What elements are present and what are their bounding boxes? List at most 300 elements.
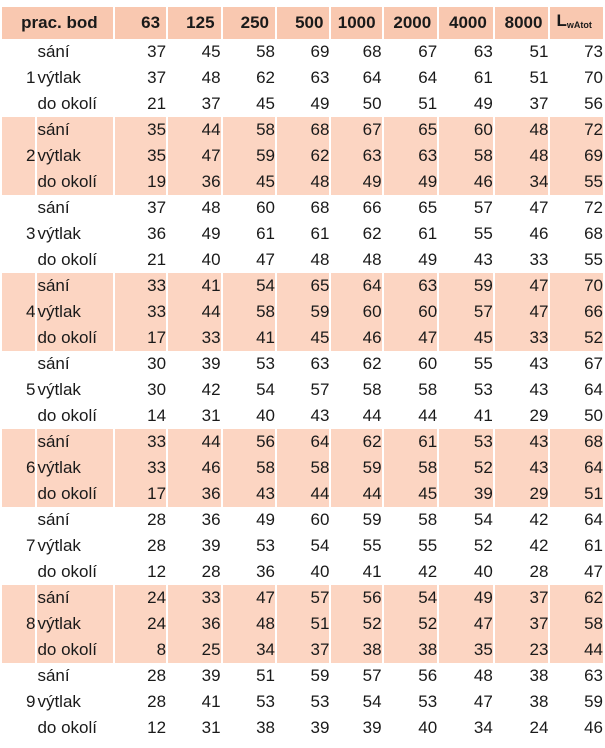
value-cell: 37: [147, 68, 167, 87]
row-label: sání: [37, 117, 112, 143]
point-number: [2, 585, 35, 611]
value-cell: 43: [473, 250, 493, 269]
value-cell: 33: [168, 325, 220, 351]
value-cell: 38: [256, 718, 275, 737]
table-row: [2, 39, 603, 65]
value-cell: 60: [256, 198, 275, 217]
value-cell: 36: [201, 510, 221, 529]
value-cell: 49: [201, 224, 221, 243]
value-cell: 49: [331, 169, 381, 195]
value-cell: 41: [473, 406, 493, 425]
row-label: výtlak: [37, 224, 81, 243]
table-row: [2, 247, 603, 273]
value-cell: 64: [362, 68, 382, 87]
row-label: sání: [37, 585, 112, 611]
header-band: 4000: [439, 7, 493, 39]
row-label: do okolí: [37, 94, 97, 113]
value-cell: 62: [362, 354, 382, 373]
value-cell: 62: [256, 68, 275, 87]
value-cell: 54: [310, 536, 330, 555]
value-cell: 58: [362, 380, 382, 399]
value-cell: 61: [473, 68, 493, 87]
value-cell: 14: [147, 406, 167, 425]
header-total: [550, 7, 603, 39]
value-cell: 28: [201, 562, 221, 581]
value-cell: 42: [201, 380, 221, 399]
value-cell: 47: [473, 692, 493, 711]
value-cell: 35: [439, 637, 493, 663]
value-cell: 40: [473, 562, 493, 581]
table-row: [2, 403, 603, 429]
row-label: sání: [37, 198, 70, 217]
value-cell: 23: [495, 637, 549, 663]
value-cell: 47: [495, 273, 549, 299]
row-label: výtlak: [37, 299, 112, 325]
row-label: výtlak: [37, 536, 81, 555]
value-cell: 19: [115, 169, 166, 195]
value-cell: 42: [529, 536, 549, 555]
point-number: [2, 247, 35, 273]
value-cell: 43: [529, 380, 549, 399]
value-cell: 34: [473, 718, 493, 737]
table-row: [2, 65, 603, 91]
value-cell: 28: [529, 562, 549, 581]
value-cell: 39: [201, 666, 221, 685]
header-band: 125: [168, 7, 220, 39]
value-cell: 57: [473, 198, 493, 217]
value-cell: 38: [384, 637, 438, 663]
row-label: do okolí: [37, 718, 97, 737]
value-cell: 43: [495, 429, 549, 455]
value-cell: 64: [277, 429, 329, 455]
value-cell: 63: [310, 68, 330, 87]
value-cell: 64: [331, 273, 381, 299]
value-cell: 31: [201, 718, 221, 737]
value-cell: 21: [147, 94, 167, 113]
total-cell: 47: [584, 562, 603, 581]
value-cell: 69: [310, 42, 330, 61]
value-cell: 51: [256, 666, 275, 685]
total-cell: 72: [550, 117, 603, 143]
value-cell: 45: [223, 169, 275, 195]
value-cell: 67: [331, 117, 381, 143]
value-cell: 45: [256, 94, 275, 113]
value-cell: 50: [362, 94, 382, 113]
value-cell: 42: [529, 510, 549, 529]
total-cell: 68: [584, 224, 603, 243]
value-cell: 63: [384, 273, 438, 299]
row-label: sání: [37, 354, 70, 373]
value-cell: 68: [362, 42, 382, 61]
value-cell: 54: [473, 510, 493, 529]
value-cell: 49: [439, 585, 493, 611]
row-label: do okolí: [37, 169, 112, 195]
value-cell: 29: [529, 406, 549, 425]
value-cell: 45: [201, 42, 221, 61]
point-number: [2, 117, 35, 143]
row-label: výtlak: [37, 380, 81, 399]
value-cell: 51: [529, 68, 549, 87]
value-cell: 55: [362, 536, 382, 555]
value-cell: 12: [147, 718, 167, 737]
value-cell: 48: [277, 169, 329, 195]
value-cell: 58: [256, 42, 275, 61]
point-number: [2, 663, 35, 689]
value-cell: 33: [115, 299, 166, 325]
value-cell: 33: [168, 585, 220, 611]
value-cell: 56: [223, 429, 275, 455]
value-cell: 39: [201, 536, 221, 555]
value-cell: 39: [439, 481, 493, 507]
table-row: [2, 91, 603, 117]
value-cell: 17: [115, 481, 166, 507]
value-cell: 57: [439, 299, 493, 325]
value-cell: 37: [529, 94, 549, 113]
value-cell: 54: [384, 585, 438, 611]
value-cell: 21: [147, 250, 167, 269]
value-cell: 46: [439, 169, 493, 195]
total-cell: 72: [584, 198, 603, 217]
row-label: výtlak: [37, 143, 112, 169]
point-number: 2: [2, 143, 35, 169]
table-row: [2, 325, 603, 351]
value-cell: 65: [418, 198, 438, 217]
total-cell: 69: [550, 143, 603, 169]
value-cell: 37: [147, 42, 167, 61]
value-cell: 34: [223, 637, 275, 663]
value-cell: 53: [439, 429, 493, 455]
row-label: do okolí: [37, 481, 112, 507]
point-number: [2, 507, 35, 533]
value-cell: 48: [495, 143, 549, 169]
value-cell: 65: [277, 273, 329, 299]
value-cell: 53: [256, 692, 275, 711]
value-cell: 49: [473, 94, 493, 113]
value-cell: 65: [384, 117, 438, 143]
total-cell: 46: [584, 718, 603, 737]
point-number: [2, 169, 35, 195]
total-cell: 66: [550, 299, 603, 325]
value-cell: 57: [362, 666, 382, 685]
value-cell: 43: [529, 354, 549, 373]
value-cell: 48: [362, 250, 382, 269]
value-cell: 48: [223, 611, 275, 637]
total-cell: 64: [584, 510, 603, 529]
value-cell: 59: [362, 510, 382, 529]
table-row: [2, 299, 603, 325]
value-cell: 40: [201, 250, 221, 269]
table-row: [2, 169, 603, 195]
value-cell: 49: [310, 94, 330, 113]
row-label: sání: [37, 273, 112, 299]
header-band: 500: [277, 7, 329, 39]
value-cell: 37: [495, 611, 549, 637]
value-cell: 47: [529, 198, 549, 217]
value-cell: 48: [310, 250, 330, 269]
value-cell: 59: [223, 143, 275, 169]
value-cell: 47: [256, 250, 275, 269]
point-number: 1: [25, 68, 36, 87]
value-cell: 56: [331, 585, 381, 611]
total-cell: 61: [584, 536, 603, 555]
value-cell: 33: [115, 455, 166, 481]
header-total-sub: wAtot: [566, 20, 592, 30]
table-row: [2, 429, 603, 455]
row-label: výtlak: [37, 692, 81, 711]
value-cell: 48: [201, 198, 221, 217]
value-cell: 12: [147, 562, 167, 581]
value-cell: 66: [362, 198, 382, 217]
table-row: [2, 559, 603, 585]
value-cell: 34: [495, 169, 549, 195]
value-cell: 52: [331, 611, 381, 637]
total-cell: 63: [584, 666, 603, 685]
value-cell: 40: [256, 406, 275, 425]
value-cell: 58: [223, 117, 275, 143]
value-cell: 37: [147, 198, 167, 217]
value-cell: 44: [331, 481, 381, 507]
value-cell: 62: [362, 224, 382, 243]
value-cell: 49: [418, 250, 438, 269]
row-label: do okolí: [37, 406, 97, 425]
value-cell: 41: [362, 562, 382, 581]
value-cell: 53: [256, 354, 275, 373]
value-cell: 36: [168, 169, 220, 195]
table-row: [2, 507, 603, 533]
table-row: [2, 637, 603, 663]
total-cell: 44: [550, 637, 603, 663]
point-number: [2, 195, 35, 221]
value-cell: 68: [310, 198, 330, 217]
value-cell: 33: [529, 250, 549, 269]
row-label: do okolí: [37, 637, 112, 663]
value-cell: 46: [529, 224, 549, 243]
value-cell: 43: [223, 481, 275, 507]
table-row: [2, 663, 603, 689]
table-header: [2, 7, 603, 39]
value-cell: 31: [201, 406, 221, 425]
value-cell: 68: [277, 117, 329, 143]
value-cell: 33: [115, 273, 166, 299]
value-cell: 45: [277, 325, 329, 351]
total-cell: 62: [550, 585, 603, 611]
value-cell: 44: [277, 481, 329, 507]
value-cell: 41: [223, 325, 275, 351]
row-label: sání: [37, 42, 70, 61]
value-cell: 42: [418, 562, 438, 581]
value-cell: 45: [439, 325, 493, 351]
point-number: [2, 637, 35, 663]
value-cell: 61: [418, 224, 438, 243]
point-number: [2, 39, 35, 65]
total-cell: 73: [584, 42, 603, 61]
value-cell: 63: [473, 42, 493, 61]
value-cell: 56: [418, 666, 438, 685]
table-row: [2, 377, 603, 403]
value-cell: 61: [310, 224, 330, 243]
value-cell: 41: [168, 273, 220, 299]
value-cell: 33: [115, 429, 166, 455]
total-cell: 68: [550, 429, 603, 455]
value-cell: 58: [223, 299, 275, 325]
value-cell: 47: [439, 611, 493, 637]
value-cell: 38: [331, 637, 381, 663]
value-cell: 44: [362, 406, 382, 425]
value-cell: 59: [310, 666, 330, 685]
value-cell: 38: [529, 666, 549, 685]
point-number: 7: [25, 536, 36, 555]
row-label: sání: [37, 510, 70, 529]
value-cell: 47: [223, 585, 275, 611]
point-number: [2, 481, 35, 507]
point-number: [2, 351, 35, 377]
value-cell: 36: [256, 562, 275, 581]
value-cell: 44: [168, 299, 220, 325]
total-cell: 56: [584, 94, 603, 113]
point-number: [2, 403, 35, 429]
value-cell: 24: [115, 585, 166, 611]
value-cell: 44: [168, 429, 220, 455]
value-cell: 53: [310, 692, 330, 711]
value-cell: 53: [256, 536, 275, 555]
value-cell: 51: [529, 42, 549, 61]
value-cell: 47: [495, 299, 549, 325]
point-number: 8: [2, 611, 35, 637]
value-cell: 36: [147, 224, 167, 243]
table-row: [2, 481, 603, 507]
value-cell: 58: [418, 510, 438, 529]
value-cell: 51: [277, 611, 329, 637]
total-cell: 64: [584, 380, 603, 399]
value-cell: 58: [418, 380, 438, 399]
value-cell: 67: [418, 42, 438, 61]
value-cell: 63: [384, 143, 438, 169]
row-label: do okolí: [37, 325, 112, 351]
value-cell: 48: [473, 666, 493, 685]
total-cell: 59: [584, 692, 603, 711]
point-number: 6: [2, 455, 35, 481]
value-cell: 58: [223, 455, 275, 481]
row-label: sání: [37, 429, 112, 455]
noise-level-table: [0, 7, 605, 741]
value-cell: 30: [147, 380, 167, 399]
value-cell: 55: [418, 536, 438, 555]
value-cell: 46: [168, 455, 220, 481]
value-cell: 55: [473, 354, 493, 373]
value-cell: 48: [201, 68, 221, 87]
value-cell: 35: [115, 117, 166, 143]
value-cell: 57: [310, 380, 330, 399]
value-cell: 43: [310, 406, 330, 425]
table-row: [2, 117, 603, 143]
header-band: 250: [223, 7, 275, 39]
table-row: [2, 611, 603, 637]
value-cell: 60: [439, 117, 493, 143]
row-label: výtlak: [37, 611, 112, 637]
table-body: [2, 39, 603, 741]
table-row: [2, 455, 603, 481]
header-total-main: L: [556, 11, 567, 30]
table-row: [2, 195, 603, 221]
value-cell: 60: [331, 299, 381, 325]
value-cell: 37: [495, 585, 549, 611]
total-cell: 70: [584, 68, 603, 87]
row-label: výtlak: [37, 455, 112, 481]
value-cell: 51: [418, 94, 438, 113]
value-cell: 63: [331, 143, 381, 169]
value-cell: 54: [362, 692, 382, 711]
value-cell: 64: [418, 68, 438, 87]
point-number: [2, 429, 35, 455]
value-cell: 40: [310, 562, 330, 581]
value-cell: 30: [147, 354, 167, 373]
value-cell: 57: [277, 585, 329, 611]
point-number: [2, 559, 35, 585]
value-cell: 52: [384, 611, 438, 637]
total-cell: 70: [550, 273, 603, 299]
value-cell: 28: [147, 510, 167, 529]
value-cell: 46: [331, 325, 381, 351]
row-label: do okolí: [37, 562, 97, 581]
value-cell: 44: [418, 406, 438, 425]
total-cell: 58: [550, 611, 603, 637]
table-row: [2, 715, 603, 741]
value-cell: 49: [384, 169, 438, 195]
value-cell: 47: [168, 143, 220, 169]
total-cell: 50: [584, 406, 603, 425]
row-label: sání: [37, 666, 70, 685]
value-cell: 60: [310, 510, 330, 529]
value-cell: 52: [473, 536, 493, 555]
point-number: [2, 715, 35, 741]
value-cell: 28: [147, 536, 167, 555]
table-row: [2, 273, 603, 299]
value-cell: 61: [256, 224, 275, 243]
value-cell: 29: [495, 481, 549, 507]
value-cell: 24: [529, 718, 549, 737]
value-cell: 39: [310, 718, 330, 737]
value-cell: 38: [529, 692, 549, 711]
value-cell: 59: [277, 299, 329, 325]
value-cell: 28: [147, 692, 167, 711]
value-cell: 36: [168, 611, 220, 637]
header-row: [2, 7, 603, 39]
table-row: [2, 143, 603, 169]
value-cell: 53: [473, 380, 493, 399]
total-cell: 67: [584, 354, 603, 373]
header-band: 2000: [384, 7, 438, 39]
value-cell: 39: [362, 718, 382, 737]
value-cell: 62: [277, 143, 329, 169]
header-point: prac. bod: [2, 7, 113, 39]
point-number: 5: [25, 380, 36, 399]
point-number: 4: [2, 299, 35, 325]
value-cell: 60: [418, 354, 438, 373]
point-number: 3: [25, 224, 36, 243]
value-cell: 8: [115, 637, 166, 663]
point-number: 9: [25, 692, 36, 711]
value-cell: 60: [384, 299, 438, 325]
value-cell: 61: [384, 429, 438, 455]
point-number: [2, 91, 35, 117]
value-cell: 52: [439, 455, 493, 481]
total-cell: 55: [584, 250, 603, 269]
total-cell: 55: [550, 169, 603, 195]
value-cell: 49: [256, 510, 275, 529]
table-row: [2, 585, 603, 611]
table-row: [2, 221, 603, 247]
point-number: [2, 325, 35, 351]
